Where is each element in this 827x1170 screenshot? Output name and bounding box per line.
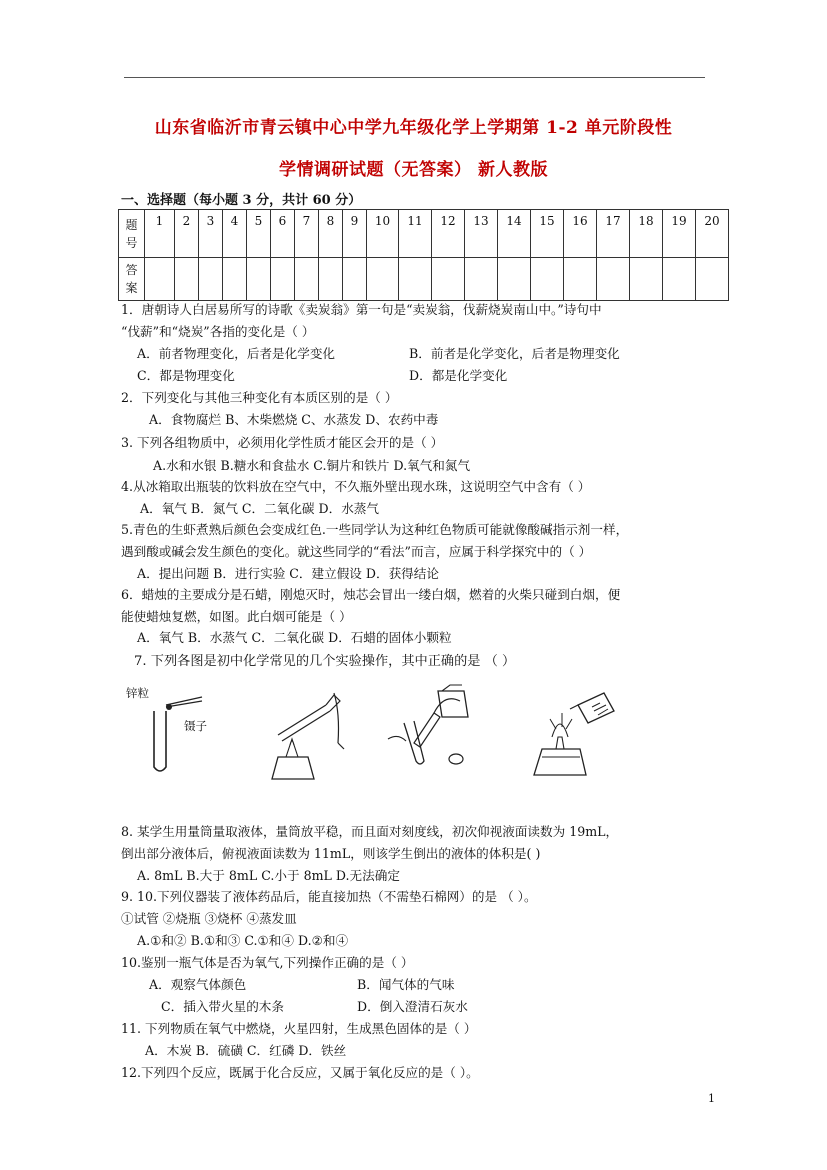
answer-cell xyxy=(247,258,271,301)
question-5-line1: 5.青色的生虾煮熟后颜色会变成红色.一些同学认为这种红色物质可能就像酸碱指示剂一样， xyxy=(121,522,629,537)
question-number-cell: 15 xyxy=(531,210,564,258)
answer-cell xyxy=(295,258,319,301)
question-number-cell: 9 xyxy=(343,210,367,258)
figure-heating-tube xyxy=(268,683,368,783)
answer-cell xyxy=(498,258,531,301)
answer-cell xyxy=(432,258,465,301)
question-8-line1: 8. 某学生用量筒量取液体，量筒放平稳，而且面对刻度线，初次仰视液面读数为 19mL， xyxy=(121,824,619,839)
question-7: 7. 下列各图是初中化学常见的几个实验操作，其中正确的是 （ ） xyxy=(134,654,516,669)
question-number-cell: 2 xyxy=(175,210,199,258)
question-1-option-d: D．都是化学变化 xyxy=(409,368,508,383)
question-1-option-b: B．前者是化学变化，后者是物理变化 xyxy=(409,346,620,361)
question-9: 9. 10.下列仪器装了液体药品后，能直接加热（不需垫石棉网）的是 （ ）。 xyxy=(121,889,537,904)
question-11: 11. 下列物质在氧气中燃烧，火星四射，生成黑色固体的是（ ） xyxy=(121,1021,477,1036)
answer-cell xyxy=(564,258,597,301)
question-1-option-a: A．前者物理变化，后者是化学变化 xyxy=(137,346,336,361)
question-1-line2: “伐薪”和“烧炭”各指的变化是（ ） xyxy=(121,324,315,339)
question-10: 10.鉴别一瓶气体是否为氧气,下列操作正确的是（ ） xyxy=(121,955,414,970)
answer-cell xyxy=(271,258,295,301)
heating-figure-drawing xyxy=(268,683,368,783)
answer-cell xyxy=(367,258,399,301)
answer-cell xyxy=(319,258,343,301)
section-heading: 一、选择题（每小题 3 分，共计 60 分） xyxy=(121,193,362,208)
question-number-cell: 20 xyxy=(696,210,729,258)
table-header-cell xyxy=(119,258,145,301)
question-number-cell: 12 xyxy=(432,210,465,258)
row-label-number: 题号 xyxy=(125,217,138,250)
question-number-cell: 6 xyxy=(271,210,295,258)
question-number-cell: 14 xyxy=(498,210,531,258)
question-4-options: A．氧气 B．氮气 C．二氧化碳 D．水蒸气 xyxy=(140,501,379,516)
answer-cell xyxy=(696,258,729,301)
question-number-cell: 5 xyxy=(247,210,271,258)
question-6-line1: 6．蜡烛的主要成分是石蜡，刚熄灭时，烛芯会冒出一缕白烟，燃着的火柴只碰到白烟，便 xyxy=(121,587,621,602)
question-number-cell: 19 xyxy=(663,210,696,258)
answer-cell xyxy=(145,258,175,301)
figure-alcohol-lamps xyxy=(530,683,640,783)
figure-pouring-liquid xyxy=(384,683,484,783)
question-number-cell: 8 xyxy=(319,210,343,258)
page-title: 山东省临沂市青云镇中心中学九年级化学上学期第 1-2 单元阶段性 xyxy=(154,118,673,138)
answer-cell xyxy=(465,258,498,301)
question-number-cell: 1 xyxy=(145,210,175,258)
question-1-option-c: C．都是物理变化 xyxy=(137,368,235,383)
answer-cell xyxy=(223,258,247,301)
question-2: 2．下列变化与其他三种变化有本质区别的是（ ） xyxy=(121,390,398,405)
page-subtitle: 学情调研试题（无答案） 新人教版 xyxy=(279,160,548,180)
label-zinc: 锌粒 xyxy=(126,686,149,700)
question-12: 12.下列四个反应，既属于化合反应，又属于氧化反应的是（ ）。 xyxy=(121,1065,479,1080)
question-6-line2: 能使蜡烛复燃，如图。此白烟可能是（ ） xyxy=(121,609,352,624)
question-number-cell: 11 xyxy=(399,210,432,258)
figure-zinc-test-tube xyxy=(124,683,244,783)
table-header-cell xyxy=(119,210,145,258)
question-number-cell: 17 xyxy=(597,210,630,258)
question-10-option-b: B．闻气体的气味 xyxy=(357,977,455,992)
question-number-cell: 18 xyxy=(630,210,663,258)
answer-cell xyxy=(630,258,663,301)
question-number-cell: 16 xyxy=(564,210,597,258)
answer-cell xyxy=(531,258,564,301)
answer-cell xyxy=(343,258,367,301)
question-8-line2: 倒出部分液体后，俯视液面读数为 11mL，则该学生倒出的液体的体积是( ) xyxy=(121,846,541,861)
question-number-cell: 7 xyxy=(295,210,319,258)
answer-cell xyxy=(663,258,696,301)
question-4: 4.从冰箱取出瓶装的饮料放在空气中，不久瓶外壁出现水珠，这说明空气中含有（ ） xyxy=(121,479,591,494)
answer-cell xyxy=(199,258,223,301)
label-tweezers: 镊子 xyxy=(184,719,207,733)
question-6-options: A．氧气 B．水蒸气 C．二氧化碳 D．石蜡的固体小颗粒 xyxy=(137,630,452,645)
question-number-cell: 4 xyxy=(223,210,247,258)
page-number: 1 xyxy=(708,1092,715,1105)
pouring-figure-drawing xyxy=(384,683,484,783)
question-3-options: A.水和水银 B.糖水和食盐水 C.铜片和铁片 D.氧气和氮气 xyxy=(153,458,471,473)
answer-table xyxy=(118,209,729,301)
answer-cell xyxy=(175,258,199,301)
header-rule xyxy=(124,77,705,78)
answer-cell xyxy=(597,258,630,301)
question-number-cell: 10 xyxy=(367,210,399,258)
answer-cell xyxy=(399,258,432,301)
question-number-cell: 3 xyxy=(199,210,223,258)
question-10-option-c: C．插入带火星的木条 xyxy=(161,999,284,1014)
question-10-option-a: A．观察气体颜色 xyxy=(149,977,247,992)
question-11-options: A．木炭 B．硫磺 C．红磷 D．铁丝 xyxy=(145,1043,347,1058)
question-5-options: A．提出问题 B．进行实验 C．建立假设 D．获得结论 xyxy=(137,566,439,581)
zinc-figure-drawing xyxy=(124,683,244,783)
row-label-answer: 答案 xyxy=(125,263,138,295)
question-2-options: A．食物腐烂 B、木柴燃烧 C、水蒸发 D、农药中毒 xyxy=(149,412,439,427)
question-8-options: A. 8mL B.大于 8mL C.小于 8mL D.无法确定 xyxy=(137,868,400,883)
question-10-option-d: D．倒入澄清石灰水 xyxy=(357,999,468,1014)
question-1-line1: 1．唐朝诗人白居易所写的诗歌《卖炭翁》第一句是“卖炭翁，伐薪烧炭南山中。”诗句中 xyxy=(121,302,602,317)
question-9-options: A.①和② B.①和③ C.①和④ D.②和④ xyxy=(137,933,349,948)
question-5-line2: 遇到酸或碱会发生颜色的变化。就这些同学的“看法”而言，应属于科学探究中的（ ） xyxy=(121,544,592,559)
lamps-figure-drawing xyxy=(530,683,640,783)
question-number-cell: 13 xyxy=(465,210,498,258)
question-9-items: ①试管 ②烧瓶 ③烧杯 ④蒸发皿 xyxy=(121,911,297,926)
question-3: 3. 下列各组物质中，必须用化学性质才能区会开的是（ ） xyxy=(121,435,444,450)
